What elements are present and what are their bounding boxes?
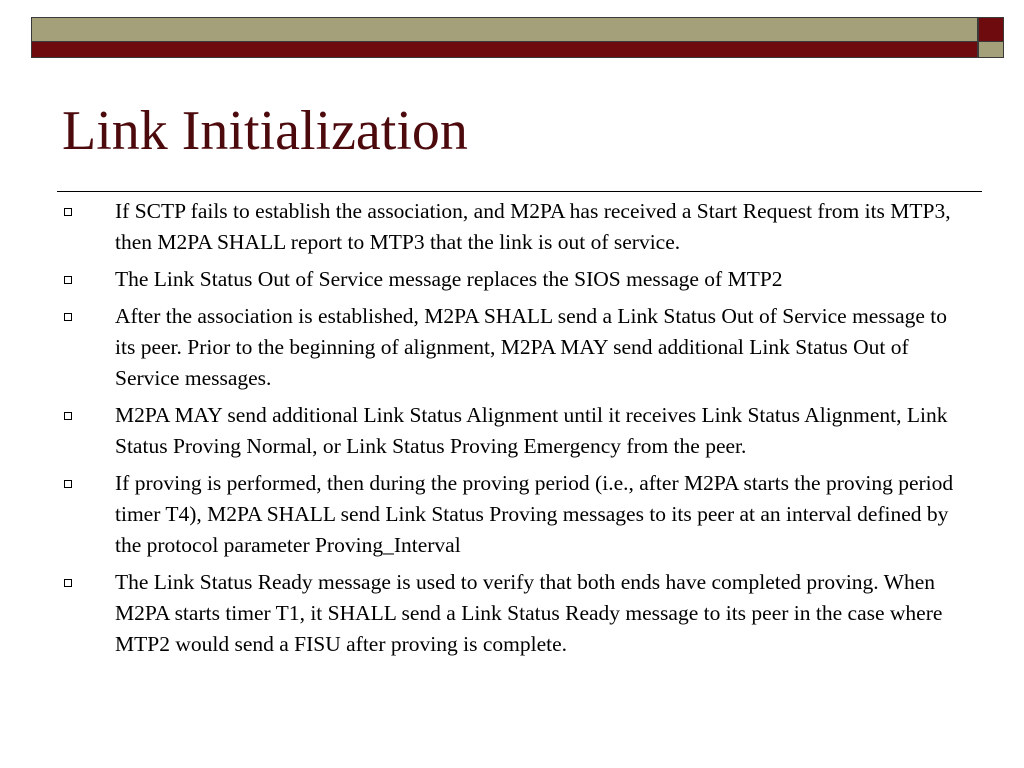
title-divider	[57, 191, 982, 192]
bullet-text: If proving is performed, then during the proving period (i.e., after M2PA starts the proving period timer T4), M2PA SHALL send Link Status Proving messages to its peer at an interval defined by the protocol parameter Proving_Interval	[115, 471, 954, 557]
square-bullet-icon	[64, 480, 72, 488]
bullet-text: The Link Status Ready message is used to verify that both ends have completed proving. When M2PA starts timer T1, it SHALL send a Link Status Ready message to its peer in the case where MTP2 would send a FISU after proving is complete.	[115, 570, 943, 656]
slide-title: Link Initialization	[62, 100, 468, 162]
bullet-text: If SCTP fails to establish the association, and M2PA has received a Start Request from its MTP3, then M2PA SHALL report to MTP3 that the link is out of service.	[115, 199, 951, 254]
square-bullet-icon	[64, 579, 72, 587]
corner-maroon-square	[979, 18, 1003, 42]
square-bullet-icon	[64, 412, 72, 420]
bullet-list	[62, 196, 962, 666]
square-bullet-icon	[64, 208, 72, 216]
header-banner	[31, 17, 978, 58]
square-bullet-icon	[64, 276, 72, 284]
square-bullet-icon	[64, 313, 72, 321]
bullet-item	[62, 567, 962, 660]
bullet-item	[62, 301, 962, 394]
bullet-text: After the association is established, M2PA SHALL send a Link Status Out of Service message to its peer. Prior to the beginning of alignment, M2PA MAY send additional Link Status Out of Service messages.	[115, 304, 948, 390]
banner-corner-block	[978, 17, 1004, 58]
banner-olive-stripe	[32, 18, 977, 42]
bullet-item	[62, 196, 962, 258]
bullet-text: The Link Status Out of Service message replaces the SIOS message of MTP2	[115, 267, 783, 291]
bullet-item	[62, 264, 962, 295]
corner-olive-square	[979, 42, 1003, 57]
banner-maroon-stripe	[32, 42, 977, 57]
bullet-item	[62, 400, 962, 462]
bullet-item	[62, 468, 962, 561]
bullet-text: M2PA MAY send additional Link Status Alignment until it receives Link Status Alignment, Link Status Proving Normal, or Link Status Proving Emergency from the peer.	[115, 403, 948, 458]
